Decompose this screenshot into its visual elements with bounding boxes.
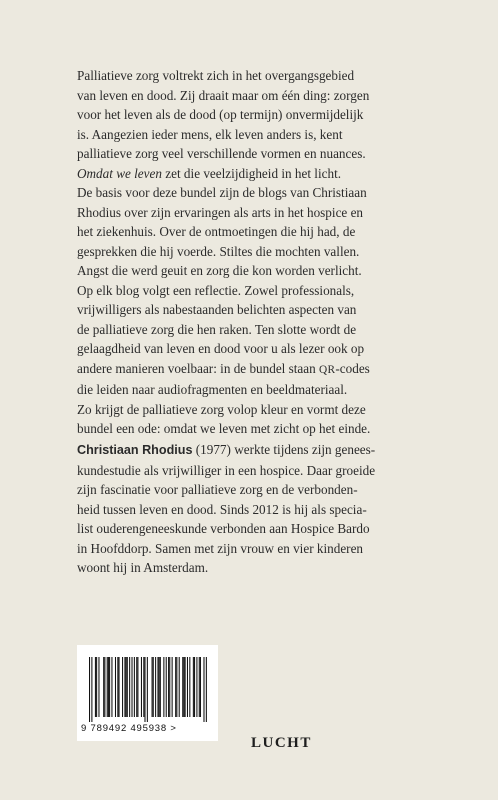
barcode-bar: [199, 657, 200, 717]
barcode-bar: [163, 657, 164, 717]
qr-abbrev: QR: [319, 363, 336, 376]
barcode-bar: [134, 657, 135, 717]
barcode-bar: [169, 657, 170, 717]
bio-line: kundestudie als vrijwilliger in een hospice. Daar groeide: [77, 462, 376, 478]
barcode-bar: [157, 657, 158, 717]
bio-line: list ouderengeneeskunde verbonden aan Hospice Bardo: [77, 521, 370, 536]
barcode-bar: [172, 657, 173, 717]
barcode-bar: [95, 657, 96, 717]
barcode-bar: [109, 657, 110, 717]
barcode-bar: [111, 657, 112, 717]
barcode-bar: [193, 657, 194, 717]
back-cover-blurb: [77, 66, 437, 439]
barcode-bar: [122, 657, 123, 717]
blurb-line: de palliatieve zorg die hen raken. Ten slotte wordt de: [77, 321, 357, 337]
blurb-line: het ziekenhuis. Over de ontmoetingen die hij had, de: [77, 224, 356, 239]
barcode-bar: [127, 657, 128, 717]
blurb-line: vrijwilligers als nabestaanden belichten aspecten van: [77, 302, 357, 317]
barcode-bar: [103, 657, 104, 717]
barcode-bar: [141, 657, 142, 717]
barcode-bar: [107, 657, 108, 717]
author-name: Christiaan Rhodius: [77, 443, 193, 457]
barcode-bar: [104, 657, 105, 717]
barcode-bar: [129, 657, 130, 717]
blurb-line: Omdat we leven zet die veelzijdigheid in het licht.: [77, 165, 342, 181]
barcode-bar: [137, 657, 138, 717]
barcode-bar: [147, 657, 148, 722]
isbn-digits: 9 789492 495938 >: [81, 723, 177, 734]
barcode-bar: [187, 657, 188, 717]
barcode-bar: [126, 657, 127, 717]
blurb-line: De basis voor deze bundel zijn de blogs van Christiaan: [77, 185, 367, 200]
blurb-line: bundel een ode: omdat we leven met zicht op het einde.: [77, 421, 371, 436]
blurb-line: die leiden naar audiofragmenten en beeldmateriaal.: [77, 382, 348, 397]
barcode-bar: [194, 657, 195, 717]
barcode-bar: [168, 657, 169, 717]
barcode-bar: [155, 657, 156, 717]
bio-line: in Hoofddorp. Samen met zijn vrouw en vier kinderen: [77, 540, 364, 556]
bio-line: Christiaan Rhodius (1977) werkte tijdens zijn genees-: [77, 442, 376, 457]
blurb-line: Zo krijgt de palliatieve zorg volop kleur en vormt deze: [77, 401, 366, 417]
blurb-line: is. Aangezien ieder mens, elk leven anders is, kent: [77, 126, 343, 142]
barcode-bar: [143, 657, 144, 717]
blurb-line: Palliatieve zorg voltrekt zich in het overgangsgebied: [77, 68, 355, 83]
blurb-line: gelaagdheid van leven en dood voor u als lezer ook op: [77, 341, 365, 356]
barcode-bar: [153, 657, 154, 717]
barcode-bar: [115, 657, 116, 717]
barcode-bar: [144, 657, 145, 722]
barcode-bar: [159, 657, 160, 717]
barcode-bar: [124, 657, 125, 717]
barcode-bar: [119, 657, 120, 717]
blurb-line: Op elk blog volgt een reflectie. Zowel professionals,: [77, 282, 355, 298]
barcode-bar: [176, 657, 177, 717]
blurb-line: Rhodius over zijn ervaringen als arts in het hospice en: [77, 204, 364, 220]
bio-line: woont hij in Amsterdam.: [77, 560, 209, 575]
barcode-bar: [183, 657, 184, 717]
blurb-line: andere manieren voelbaar: in de bundel staan QR-codes: [77, 360, 370, 376]
barcode-bar: [98, 657, 99, 717]
blurb-line: voor het leven als de dood (op termijn) onvermijdelijk: [77, 107, 364, 122]
barcode-bar: [136, 657, 137, 717]
barcode-bar: [96, 657, 97, 717]
barcode-bar: [166, 657, 167, 717]
bio-line: zijn fascinatie voor palliatieve zorg en de verbonden-: [77, 482, 358, 497]
barcode-bar: [196, 657, 197, 717]
barcode-bar: [117, 657, 118, 717]
blurb-line: gesprekken die hij voerde. Stiltes die mochten vallen.: [77, 243, 360, 259]
barcode-bar: [91, 657, 92, 722]
barcode-bar: [108, 657, 109, 717]
blurb-line: van leven en dood. Zij draait maar om één ding: zorgen: [77, 87, 370, 103]
blurb-line: Angst die werd geuit en zorg die kon worden verlicht.: [77, 263, 362, 278]
barcode-bar: [200, 657, 201, 717]
barcode-bar: [182, 657, 183, 717]
barcode-bar: [160, 657, 161, 717]
barcode-bar: [89, 657, 90, 722]
barcode-bar: [189, 657, 190, 717]
barcode-bars: [89, 657, 207, 722]
barcode-bar: [152, 657, 153, 717]
blurb-line: palliatieve zorg veel verschillende vormen en nuances.: [77, 146, 366, 161]
barcode-bar: [203, 657, 204, 722]
barcode-bar: [179, 657, 180, 717]
barcode-bar: [175, 657, 176, 717]
publisher-logo: LUCHT: [251, 735, 312, 751]
book-title-italic: Omdat we leven: [77, 165, 162, 181]
barcode-bar: [131, 657, 132, 717]
bio-line: heid tussen leven en dood. Sinds 2012 is hij als specia-: [77, 501, 367, 517]
author-bio: [77, 440, 437, 578]
barcode-bar: [206, 657, 207, 722]
barcode-bar: [185, 657, 186, 717]
isbn-barcode: [77, 645, 218, 741]
